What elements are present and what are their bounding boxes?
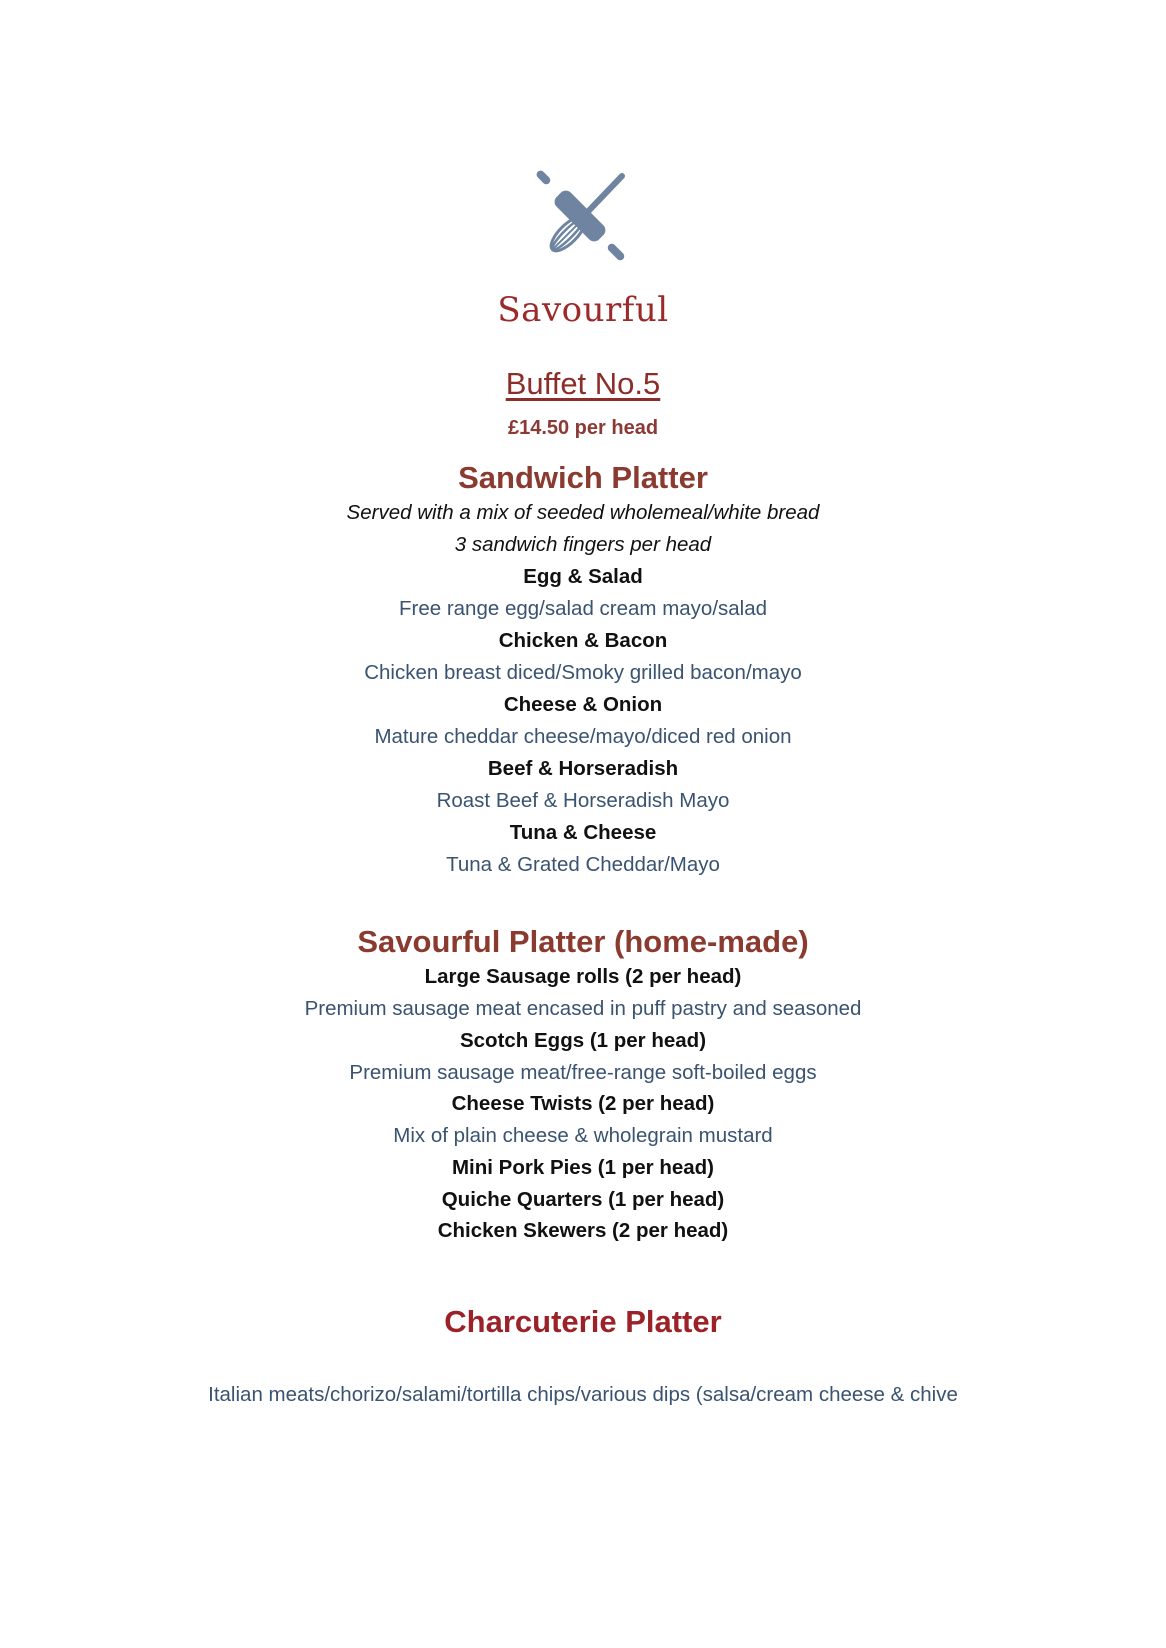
menu-item-name: Scotch Eggs (1 per head) [459,1029,707,1052]
menu-item-description: Premium sausage meat/free-range soft-boiled eggs [349,1061,817,1084]
menu-item-name: Chicken Skewers (2 per head) [437,1219,729,1242]
menu-item-description: Tuna & Grated Cheddar/Mayo [446,853,720,876]
menu-item-description: Chicken breast diced/Smoky grilled bacon/mayo [364,661,802,684]
menu-item-name: Quiche Quarters (1 per head) [441,1188,725,1211]
buffet-title: Buffet No.5 [505,366,661,401]
menu-item-name: Chicken & Bacon [498,629,668,652]
menu-item-description: Mature cheddar cheese/mayo/diced red onion [374,725,792,748]
menu-item-description: Free range egg/salad cream mayo/salad [398,597,768,620]
menu-item-description: Italian meats/chorizo/salami/tortilla chips/various dips (salsa/cream cheese & chive [208,1383,958,1406]
menu-item-name: Large Sausage rolls (2 per head) [424,965,742,988]
menu-item-description: Mix of plain cheese & wholegrain mustard [393,1124,773,1147]
price-per-head: £14.50 per head [507,417,659,439]
menu-item-description: Roast Beef & Horseradish Mayo [436,789,730,812]
menu-item-name: Tuna & Cheese [509,821,657,844]
sandwich-note-bread: Served with a mix of seeded wholemeal/white bread [346,501,820,524]
menu-item-name: Egg & Salad [523,565,643,588]
menu-item-name: Cheese Twists (2 per head) [451,1092,715,1115]
section-title-charcuterie: Charcuterie Platter [444,1304,722,1339]
menu-item-description: Premium sausage meat encased in puff pastry and seasoned [304,997,862,1020]
section-title-sandwich: Sandwich Platter [458,460,708,495]
sandwich-note-fingers: 3 sandwich fingers per head [454,533,712,556]
rolling-pin-whisk-icon [520,164,640,284]
section-title-savourful: Savourful Platter (home-made) [357,924,809,959]
menu-item-name: Mini Pork Pies (1 per head) [451,1156,714,1179]
menu-item-name: Beef & Horseradish [487,757,679,780]
menu-item-name: Cheese & Onion [503,693,663,716]
brand-name: Savourful [497,290,669,330]
